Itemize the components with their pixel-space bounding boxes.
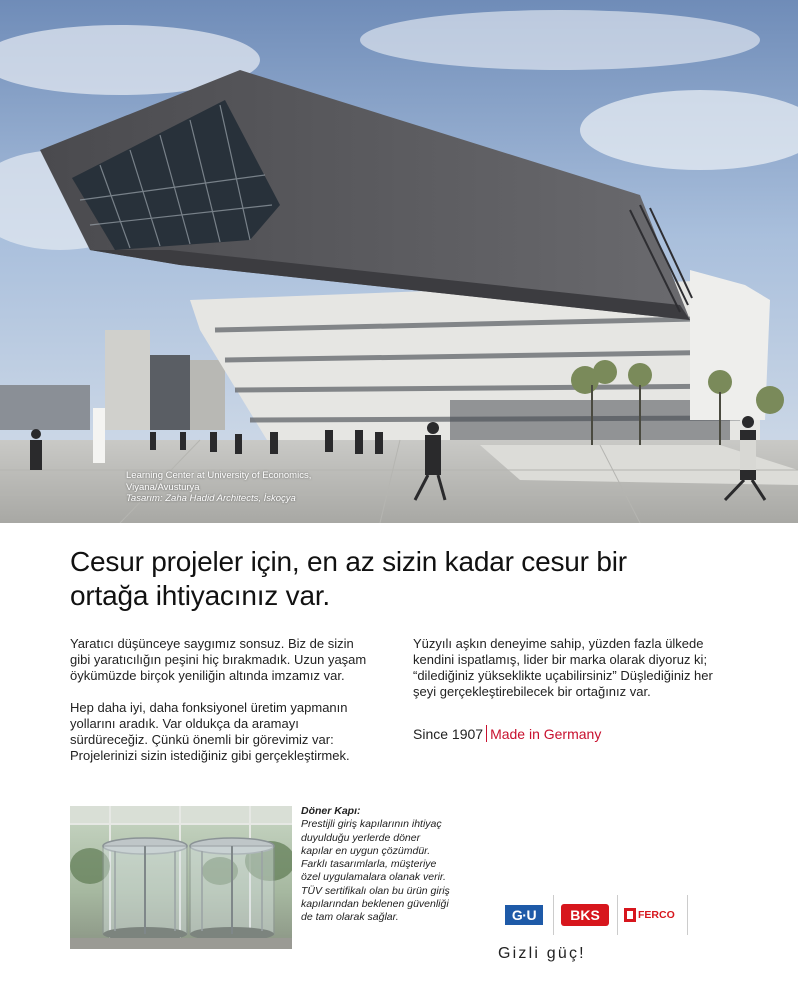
left-paragraph-1: Yaratıcı düşünceye saygımız sonsuz. Biz de sizin gibi yaratıcılığın peşini hiç bırakmadık. Uzun yaşam öykümüzde birçok yeniliğin altında imzamız var. <box>70 636 367 683</box>
caption-line-2: Viyana/Avusturya <box>126 481 200 493</box>
bks-badge: BKS <box>561 904 609 926</box>
caption-line-1: Learning Center at University of Economics, <box>126 470 312 481</box>
made-in-germany-label: Made in Germany <box>490 726 602 742</box>
headline <box>70 545 750 613</box>
ferco-mark-icon <box>624 908 636 922</box>
headline-line-2: ortağa ihtiyacınız var. <box>70 580 330 611</box>
door-description <box>301 805 451 925</box>
revolving-door-illustration <box>70 806 292 949</box>
ferco-text: FERCO <box>638 909 675 921</box>
tagline: Gizli güç! <box>498 945 586 962</box>
gu-logo <box>497 895 552 935</box>
right-paragraph-1: Yüzyılı aşkın deneyime sahip, yüzden fazla ülkede kendini ispatlamış, lider bir marka olarak diyoruz ki; “dilediğiniz yükseklikte uçabilirsiniz” Düşlediğiniz her şeyi gerçekleştirebilecek bir ortağınız var. <box>413 636 713 699</box>
left-paragraph-2: Hep daha iyi, daha fonksiyonel üretim yapmanın yollarını aradık. Var oldukça da aramayı sürdüreceğiz. Çünkü önemli bir görevimiz var: Projelerinizi sizin istediğiniz gibi gerçekleştirmek. <box>70 700 350 763</box>
brand-logos <box>497 895 687 935</box>
revolving-door-photo <box>70 806 292 949</box>
ferco-logo <box>617 895 688 935</box>
caption-credit: Tasarım: Zaha Hadid Architects, İskoçya <box>126 493 296 504</box>
door-body: Prestijli giriş kapılarının ihtiyaç duyulduğu yerlerde döner kapılar en uygun çözümdür. Farklı tasarımlarla, müşteriye özel uygulamalara olanak verir. TÜV sertifikalı olan bu ürün giriş kapılarından beklenen güvenliği de tam olarak sağlar. <box>301 818 450 924</box>
right-column <box>413 636 718 716</box>
door-title: Döner Kapı: <box>301 805 361 817</box>
since-label: Since 1907 <box>413 726 484 742</box>
photo-caption <box>126 470 311 505</box>
since-made-row <box>413 725 601 743</box>
divider <box>486 725 487 742</box>
gu-badge: G·U <box>505 905 543 925</box>
headline-line-1: Cesur projeler için, en az sizin kadar cesur bir <box>70 546 627 577</box>
bks-logo <box>553 895 617 935</box>
left-column <box>70 636 375 780</box>
